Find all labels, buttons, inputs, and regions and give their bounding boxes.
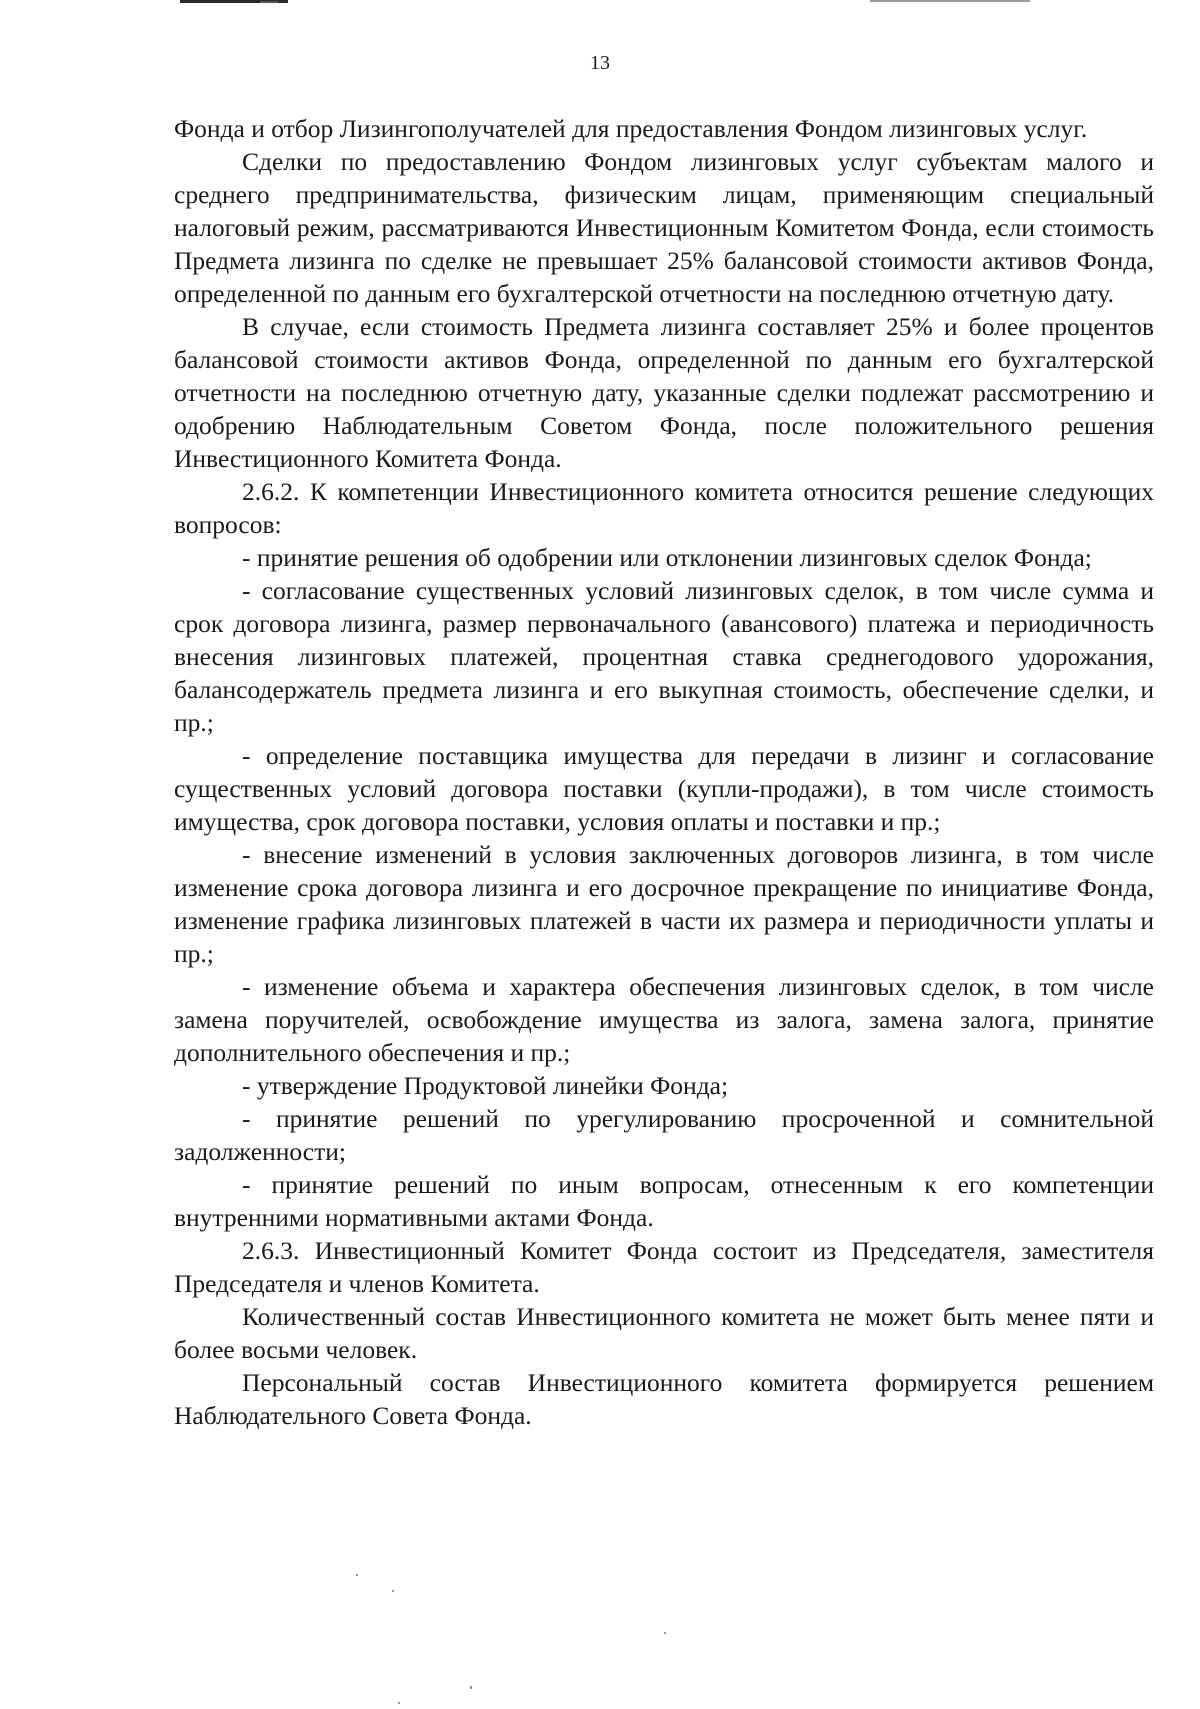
paragraph: Сделки по предоставлению Фондом лизинговых услуг субъектам малого и среднего предпринимательства, физическим лицам, применяющим специальный налоговый режим, рассматриваются Инвестиционным Комитетом Фонда, если стоимость Предмета лизинга по сделке не превышает 25% балансовой стоимости активов Фонда, определенной по данным его бухгалтерской отчетности на последнюю отчетную дату.: [174, 147, 1154, 308]
paragraph: В случае, если стоимость Предмета лизинга составляет 25% и более процентов балансовой стоимости активов Фонда, определенной по данным его бухгалтерской отчетности на последнюю отчетную дату, указанные сделки подлежат рассмотрению и одобрению Наблюдательным Советом Фонда, после положительного решения Инвестиционного Комитета Фонда.: [174, 312, 1154, 473]
scan-speck: [392, 1590, 394, 1592]
paragraph: Количественный состав Инвестиционного комитета не может быть менее пяти и более восьми человек.: [174, 1302, 1154, 1364]
paragraph: Фонда и отбор Лизингополучателей для предоставления Фондом лизинговых услуг.: [174, 114, 1088, 143]
scan-speck: [470, 1686, 472, 1689]
scan-speck: [398, 1702, 400, 1704]
list-item: - принятие решений по иным вопросам, отнесенным к его компетенции внутренними нормативными актами Фонда.: [174, 1170, 1154, 1232]
document-body: [174, 112, 1154, 1432]
section-paragraph: 2.6.3. Инвестиционный Комитет Фонда состоит из Председателя, заместителя Председателя и членов Комитета.: [174, 1236, 1154, 1298]
scan-edge-mark: [870, 0, 1030, 2]
scan-edge-mark: [260, 1, 278, 3]
list-item: - определение поставщика имущества для передачи в лизинг и согласование существенных условий договора поставки (купли-продажи), в том числе стоимость имущества, срок договора поставки, условия оплаты и поставки и пр.;: [174, 741, 1154, 836]
paragraph: Персональный состав Инвестиционного комитета формируется решением Наблюдательного Совета Фонда.: [174, 1368, 1154, 1430]
list-item: - изменение объема и характера обеспечения лизинговых сделок, в том числе замена поручителей, освобождение имущества из залога, замена залога, принятие дополнительного обеспечения и пр.;: [174, 972, 1154, 1067]
list-item: - принятие решения об одобрении или отклонении лизинговых сделок Фонда;: [242, 543, 1092, 572]
list-item: - согласование существенных условий лизинговых сделок, в том числе сумма и срок договора лизинга, размер первоначального (авансового) платежа и периодичность внесения лизинговых платежей, процентная ставка среднегодового удорожания, балансодержатель предмета лизинга и его выкупная стоимость, обеспечение сделки, и пр.;: [174, 576, 1154, 737]
list-item: - принятие решений по урегулированию просроченной и сомнительной задолженности;: [174, 1104, 1154, 1166]
scan-speck: [356, 1574, 358, 1576]
scan-speck: [664, 1632, 666, 1634]
page-number: 13: [590, 52, 610, 74]
list-item: - внесение изменений в условия заключенных договоров лизинга, в том числе изменение срока договора лизинга и его досрочное прекращение по инициативе Фонда, изменение графика лизинговых платежей в части их размера и периодичности уплаты и пр.;: [174, 840, 1154, 968]
list-item: - утверждение Продуктовой линейки Фонда;: [242, 1071, 729, 1100]
section-paragraph: 2.6.2. К компетенции Инвестиционного комитета относится решение следующих вопросов:: [174, 477, 1154, 539]
